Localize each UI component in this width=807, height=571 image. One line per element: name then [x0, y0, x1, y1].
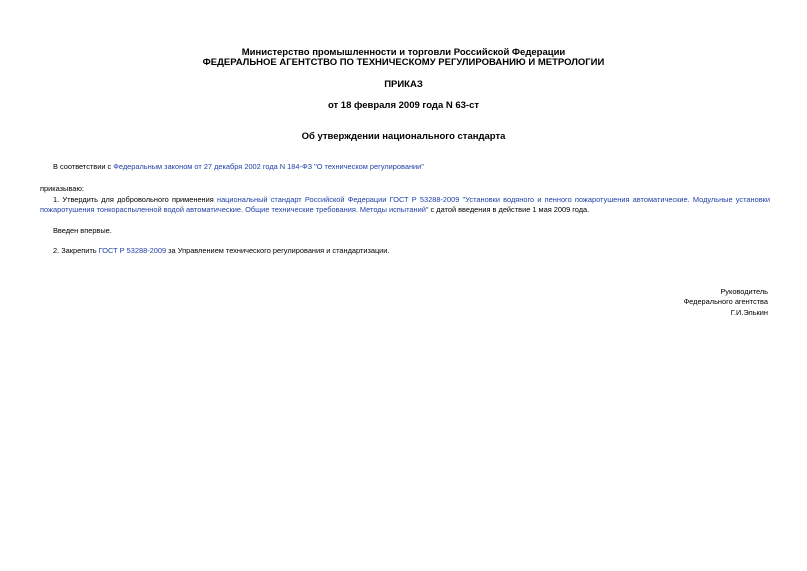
ministry-name: Министерство промышленности и торговли Российской Федерации — [241, 47, 566, 58]
item1-line1 — [53, 195, 770, 205]
preamble-prefix: В соответствии с — [53, 162, 114, 171]
order-word: приказываю: — [40, 184, 84, 193]
preamble — [53, 162, 424, 172]
document-date: от 18 февраля 2009 года N 63-ст — [327, 100, 480, 111]
gost-standard-link-cont[interactable]: пожаротушения тонкораспыленной водой автоматические. Общие технические требования. Методы испытаний" — [40, 205, 429, 214]
item1-suffix: с датой введения в действие 1 мая 2009 года. — [428, 205, 590, 214]
signature-org: Федерального агентства — [683, 297, 768, 306]
federal-law-link[interactable]: Федеральным законом от 27 декабря 2002 года N 184-ФЗ "О техническом регулировании" — [113, 162, 424, 171]
introduced-note: Введен впервые. — [53, 226, 112, 235]
item2 — [53, 246, 390, 256]
document-title: Об утверждении национального стандарта — [301, 131, 506, 142]
signature-name: Г.И.Элькин — [730, 308, 768, 317]
signature-role: Руководитель — [720, 287, 768, 296]
document-type: ПРИКАЗ — [384, 79, 423, 90]
gost-standard-link[interactable]: национальный стандарт Российской Федерации ГОСТ Р 53288-2009 "Установки водяного и пенного пожаротушения автоматические. Модульные установки — [216, 195, 770, 204]
agency-name: ФЕДЕРАЛЬНОЕ АГЕНТСТВО ПО ТЕХНИЧЕСКОМУ РЕГУЛИРОВАНИЮ И МЕТРОЛОГИИ — [202, 57, 605, 68]
item1-prefix: 1. Утвердить для добровольного применения — [53, 195, 217, 204]
item1-line2 — [40, 205, 770, 215]
item2-prefix: 2. Закрепить — [53, 246, 99, 255]
item2-suffix: за Управлением технического регулирования и стандартизации. — [166, 246, 390, 255]
gost-link[interactable]: ГОСТ Р 53288-2009 — [98, 246, 167, 255]
